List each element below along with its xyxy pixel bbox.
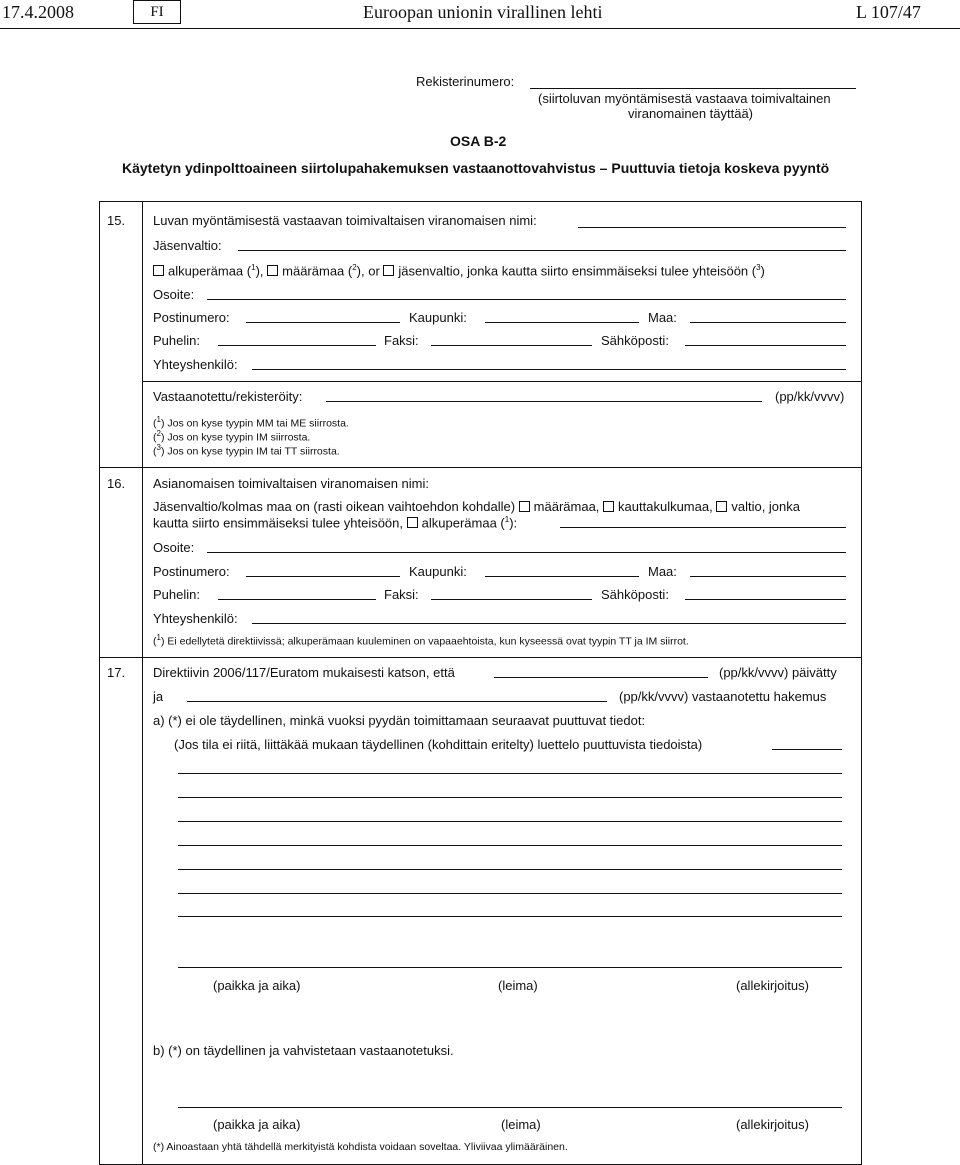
stamp-caption: (leima) — [501, 1117, 541, 1132]
footnote-2 — [153, 429, 310, 444]
footnote-text: ) Ei edellytetä direktiivissä; alkuperämaan kuuleminen on vapaaehtoista, kun kyseessä ovat tyypin TT ja IM siirrot. — [160, 635, 689, 648]
received-divider — [142, 381, 861, 382]
option-origin-label: alkuperämaa ( — [168, 263, 252, 279]
footnote-1 — [153, 415, 349, 430]
registration-note-2: viranomainen täyttää) — [628, 106, 754, 121]
journal-title: Euroopan unionin virallinen lehti — [363, 2, 603, 22]
fax-field[interactable] — [431, 345, 592, 346]
postcode-label: Postinumero: — [153, 310, 230, 325]
email-field[interactable] — [685, 345, 846, 346]
country-field[interactable] — [690, 576, 846, 577]
checkbox-destination[interactable] — [519, 501, 530, 512]
received-date-field[interactable] — [187, 701, 607, 702]
received-label: Vastaanotettu/rekisteröity: — [153, 389, 303, 404]
missing-info-line-7[interactable] — [178, 916, 842, 917]
section-divider-17 — [99, 657, 861, 658]
option-origin-end: ), — [255, 263, 264, 279]
fax-label: Faksi: — [384, 587, 419, 602]
section-number: 15. — [107, 213, 126, 228]
role-options — [153, 263, 765, 278]
registration-field[interactable] — [530, 88, 856, 89]
place-date-caption: (paikka ja aika) — [213, 1117, 301, 1132]
footnote-ref: 1 — [504, 515, 510, 524]
state-role-line-2 — [153, 515, 517, 530]
footnote-paren: ( — [153, 417, 157, 430]
footnote-ref: 3 — [756, 263, 761, 272]
signature-caption: (allekirjoitus) — [736, 978, 809, 993]
state-role-text-2: kautta siirto ensimmäiseksi tulee yhteisöön, — [153, 515, 404, 531]
postcode-label: Postinumero: — [153, 564, 230, 579]
email-field[interactable] — [685, 599, 846, 600]
contact-label: Yhteyshenkilö: — [153, 611, 238, 626]
option-a-note: (Jos tila ei riitä, liittäkää mukaan täydellinen (kohdittain eritelty) luettelo puuttuvista tiedoista) — [174, 737, 703, 752]
form-title: Käytetyn ydinpolttoaineen siirtolupahakemuksen vastaanottovahvistus – Puuttuvia tietoja koskeva pyyntö — [122, 160, 830, 176]
option-first-entry-label: jäsenvaltio, jonka kautta siirto ensimmäiseksi tulee yhteisöön ( — [398, 263, 757, 279]
missing-info-line-0[interactable] — [772, 749, 842, 750]
contact-field[interactable] — [252, 623, 846, 624]
journal-header — [0, 0, 960, 28]
checkbox-destination[interactable] — [267, 265, 278, 276]
address-field[interactable] — [207, 299, 846, 300]
option-transit-label: kauttakulkumaa, — [618, 499, 713, 514]
country-field[interactable] — [690, 322, 846, 323]
fax-label: Faksi: — [384, 333, 419, 348]
checkbox-first-entry[interactable] — [383, 265, 394, 276]
signature-line-b[interactable] — [178, 1107, 842, 1108]
part-title: OSA B-2 — [450, 133, 507, 149]
section-number: 17. — [107, 665, 126, 680]
missing-info-line-5[interactable] — [178, 869, 842, 870]
member-state-field[interactable] — [238, 250, 846, 251]
footnote-paren: ( — [153, 445, 157, 458]
missing-info-line-4[interactable] — [178, 845, 842, 846]
city-field[interactable] — [485, 576, 639, 577]
place-date-caption: (paikka ja aika) — [213, 978, 301, 993]
checkbox-origin[interactable] — [407, 517, 418, 528]
country-label: Maa: — [648, 310, 677, 325]
address-label: Osoite: — [153, 287, 195, 302]
state-role-text: Jäsenvaltio/kolmas maa on (rasti oikean vaihtoehdon kohdalle) — [153, 499, 516, 514]
fax-field[interactable] — [431, 599, 592, 600]
phone-field[interactable] — [218, 599, 376, 600]
contact-field[interactable] — [252, 369, 846, 370]
registration-note-1: (siirtoluvan myöntämisestä vastaava toimivaltainen — [538, 91, 831, 106]
footnote-number: 1 — [156, 415, 161, 424]
phone-label: Puhelin: — [153, 587, 200, 602]
footnote-text: ) Jos on kyse tyypin IM siirrosta. — [160, 431, 311, 444]
registration-label: Rekisterinumero: — [416, 74, 515, 89]
authority-field[interactable] — [578, 227, 846, 228]
missing-info-line-2[interactable] — [178, 797, 842, 798]
address-label: Osoite: — [153, 540, 195, 555]
stamp-caption: (leima) — [498, 978, 538, 993]
option-b-label: b) (*) on täydellinen ja vahvistetaan vastaanotetuksi. — [153, 1043, 454, 1058]
footnote-paren: ( — [153, 431, 157, 444]
dated-field[interactable] — [494, 677, 708, 678]
footnote-ref: 2 — [352, 263, 357, 272]
checkbox-transit[interactable] — [603, 501, 614, 512]
email-label: Sähköposti: — [601, 587, 669, 602]
option-destination-end: ), or — [356, 263, 380, 279]
footnote-paren: ( — [153, 635, 157, 648]
received-application-label: (pp/kk/vvvv) vastaanotettu hakemus — [619, 689, 827, 704]
authority-label: Luvan myöntämisestä vastaavan toimivaltaisen viranomaisen nimi: — [153, 213, 537, 228]
city-label: Kaupunki: — [409, 310, 467, 325]
footnote-ref: 1 — [251, 263, 256, 272]
footnote-text: ) Jos on kyse tyypin IM tai TT siirrosta. — [160, 445, 340, 458]
option-origin-end: ): — [509, 515, 518, 531]
footnote-1 — [153, 633, 689, 648]
phone-label: Puhelin: — [153, 333, 200, 348]
number-column-divider — [142, 201, 143, 1164]
signature-caption: (allekirjoitus) — [736, 1117, 809, 1132]
asterisk-footnote: (*) Ainoastaan yhtä tähdellä merkityistä kohdista voidaan soveltaa. Yliviivaa ylimääräinen. — [153, 1141, 568, 1153]
option-origin-label: alkuperämaa ( — [421, 515, 505, 531]
language-badge: FI — [133, 0, 181, 24]
option-first-entry-label: valtio, jonka — [731, 499, 800, 514]
dated-label: (pp/kk/vvvv) päivätty — [719, 665, 837, 680]
state-role-line — [153, 499, 800, 514]
state-role-field[interactable] — [560, 527, 846, 528]
checkbox-origin[interactable] — [153, 265, 164, 276]
declaration-line-1: Direktiivin 2006/117/Euratom mukaisesti katson, että — [153, 665, 455, 680]
option-destination-label: määrämaa ( — [282, 263, 353, 279]
footnote-3 — [153, 443, 340, 458]
date-format: (pp/kk/vvvv) — [775, 389, 845, 404]
city-field[interactable] — [485, 322, 639, 323]
country-label: Maa: — [648, 564, 677, 579]
contact-label: Yhteyshenkilö: — [153, 357, 238, 372]
member-state-label: Jäsenvaltio: — [153, 238, 222, 253]
email-label: Sähköposti: — [601, 333, 669, 348]
declaration-and: ja — [153, 689, 164, 704]
option-first-entry-end: ) — [760, 263, 765, 279]
postcode-field[interactable] — [246, 322, 400, 323]
authority-label: Asianomaisen toimivaltaisen viranomaisen nimi: — [153, 476, 430, 491]
footnote-number: 2 — [156, 429, 161, 438]
phone-field[interactable] — [218, 345, 376, 346]
option-a-label: a) (*) ei ole täydellinen, minkä vuoksi pyydän toimittamaan seuraavat puuttuvat tiedot: — [153, 713, 646, 728]
missing-info-line-3[interactable] — [178, 821, 842, 822]
signature-line-a[interactable] — [178, 967, 842, 968]
address-field[interactable] — [207, 552, 846, 553]
footnote-text: ) Jos on kyse tyypin MM tai ME siirrosta. — [160, 417, 349, 430]
missing-info-line-6[interactable] — [178, 893, 842, 894]
footnote-number: 1 — [156, 633, 161, 642]
city-label: Kaupunki: — [409, 564, 467, 579]
footnote-number: 3 — [156, 443, 161, 452]
postcode-field[interactable] — [246, 576, 400, 577]
checkbox-first-entry[interactable] — [716, 501, 727, 512]
section-divider-16 — [99, 467, 861, 468]
section-number: 16. — [107, 476, 126, 491]
received-field[interactable] — [326, 401, 762, 402]
option-destination-label: määrämaa, — [533, 499, 600, 514]
page-number: L 107/47 — [856, 2, 921, 22]
missing-info-line-1[interactable] — [178, 773, 842, 774]
header-date: 17.4.2008 — [2, 2, 74, 22]
header-divider — [0, 28, 960, 29]
